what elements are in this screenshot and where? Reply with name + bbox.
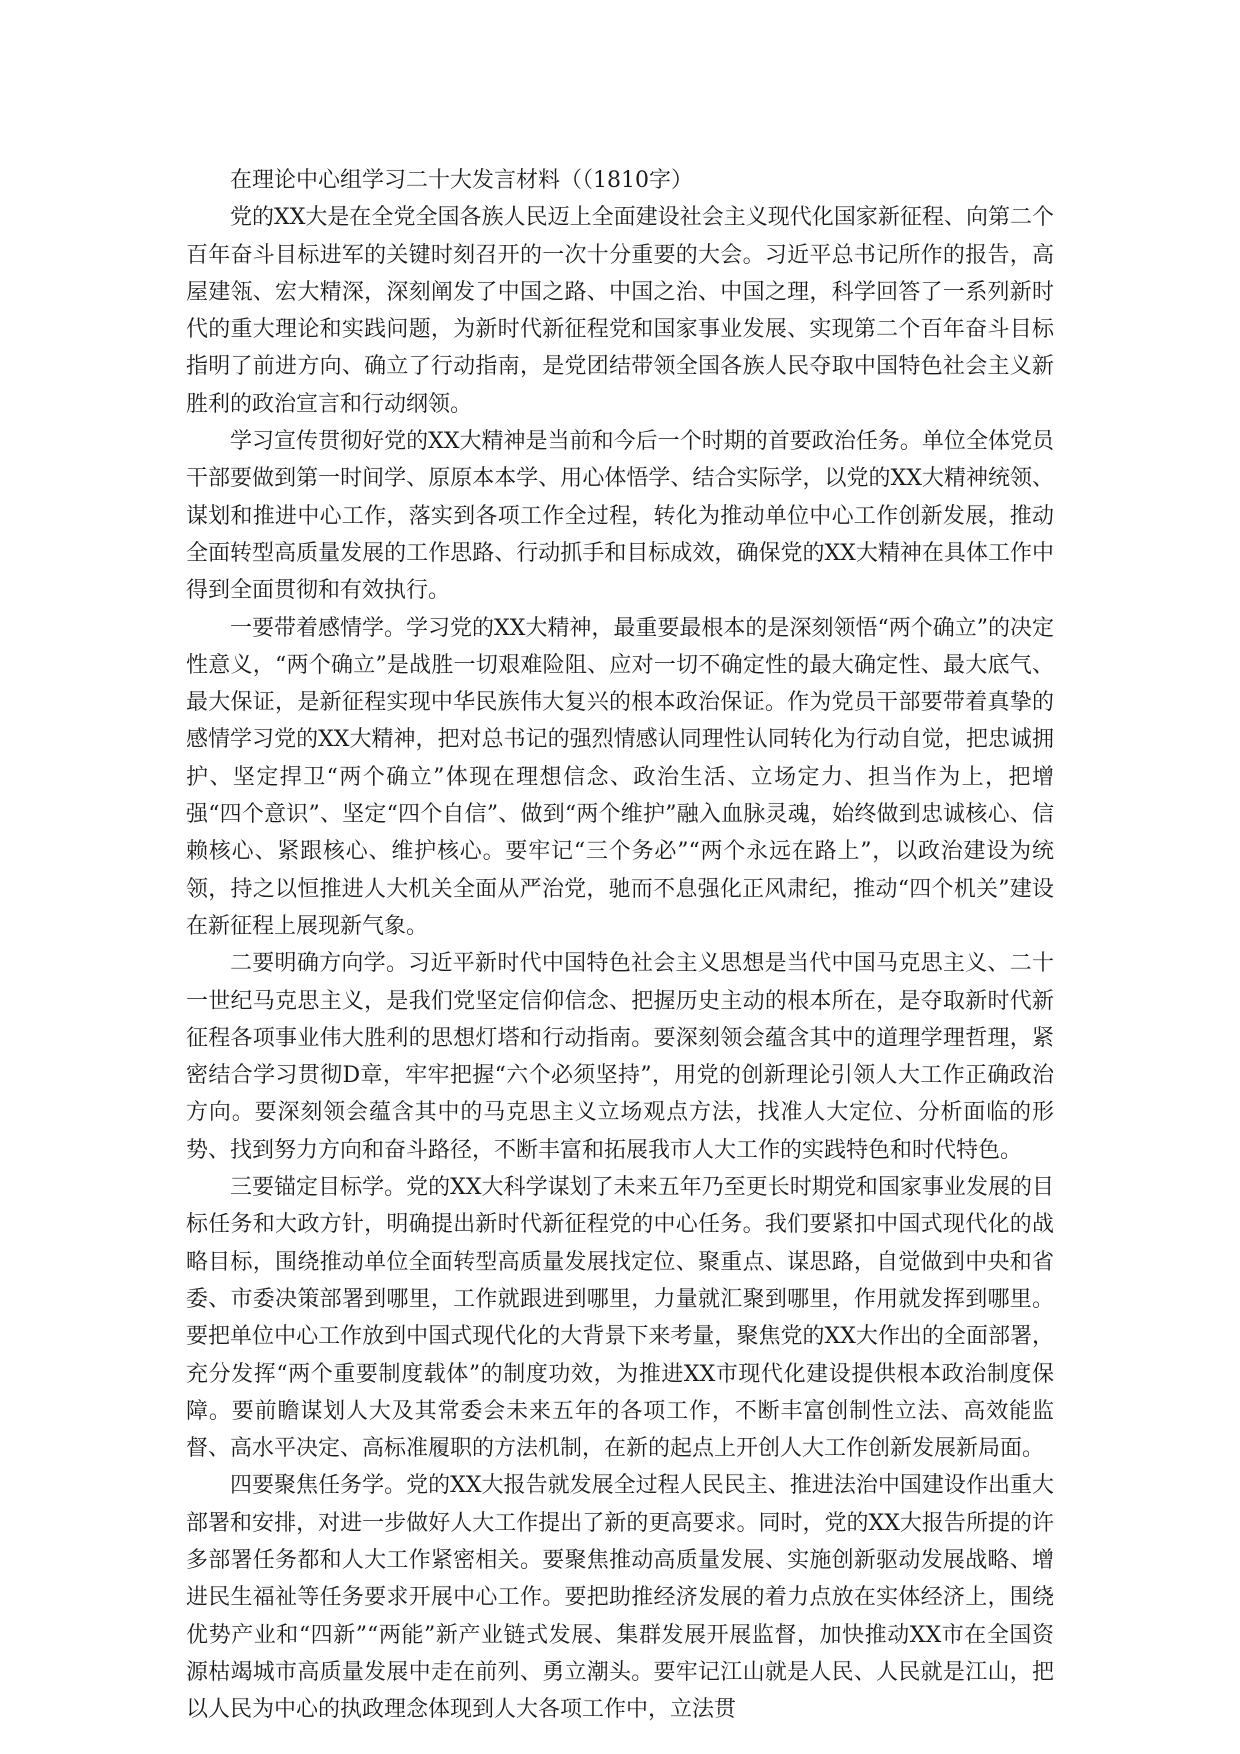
document-body [186, 162, 1054, 1728]
paragraph-intro: 党的XX大是在全党全国各族人民迈上全面建设社会主义现代化国家新征程、向第二个百年奋斗目标进军的关键时刻召开的一次十分重要的大会。习近平总书记所作的报告，高屋建瓴、宏大精深，深刻阐发了中国之路、中国之治、中国之理，科学回答了一系列新时代的重大理论和实践问题，为新时代新征程党和国家事业发展、实现第二个百年奋斗目标指明了前进方向、确立了行动指南，是党团结带领全国各族人民夺取中国特色社会主义新胜利的政治宣言和行动纲领。 [186, 205, 1054, 417]
paragraph-point-four: 四要聚焦任务学。党的XX大报告就发展全过程人民民主、推进法治中国建设作出重大部署和安排，对进一步做好人大工作提出了新的更高要求。同时，党的XX大报告所提的许多部署任务都和人大工作紧密相关。要聚焦推动高质量发展、实施创新驱动发展战略、增进民生福祉等任务要求开展中心工作。要把助推经济发展的着力点放在实体经济上，围绕优势产业和“四新”“两能”新产业链式发展、集群发展开展监督，加快推动XX市在全国资源枯竭城市高质量发展中走在前列、勇立潮头。要牢记江山就是人民、人民就是江山，把以人民为中心的执政理念体现到人大各项工作中，立法贯 [186, 1473, 1054, 1723]
document-title: 在理论中心组学习二十大发言材料（（1810字） [230, 168, 693, 193]
paragraph-task: 学习宣传贯彻好党的XX大精神是当前和今后一个时期的首要政治任务。单位全体党员干部要做到第一时间学、原原本本学、用心体悟学、结合实际学，以党的XX大精神统领、谋划和推进中心工作，落实到各项工作全过程，转化为推动单位中心工作创新发展，推动全面转型高质量发展的工作思路、行动抓手和目标成效，确保党的XX大精神在具体工作中得到全面贯彻和有效执行。 [186, 429, 1054, 604]
paragraph-point-three: 三要锚定目标学。党的XX大科学谋划了未来五年乃至更长时期党和国家事业发展的目标任务和大政方针，明确提出新时代新征程党的中心任务。我们要紧扣中国式现代化的战略目标，围绕推动单位全面转型高质量发展找定位、聚重点、谋思路，自觉做到中央和省委、市委决策部署到哪里，工作就跟进到哪里，力量就汇聚到哪里，作用就发挥到哪里。要把单位中心工作放到中国式现代化的大背景下来考量，聚焦党的XX大作出的全面部署，充分发挥“两个重要制度载体”的制度功效，为推进XX市现代化建设提供根本政治制度保障。要前瞻谋划人大及其常委会未来五年的各项工作，不断丰富创制性立法、高效能监督、高水平决定、高标准履职的方法机制，在新的起点上开创人大工作创新发展新局面。 [186, 1175, 1054, 1462]
paragraph-point-two: 二要明确方向学。习近平新时代中国特色社会主义思想是当代中国马克思主义、二十一世纪马克思主义，是我们党坚定信仰信念、把握历史主动的根本所在，是夺取新时代新征程各项事业伟大胜利的思想灯塔和行动指南。要深刻领会蕴含其中的道理学理哲理，紧密结合学习贯彻D章，牢牢把握“六个必须坚持”，用党的创新理论引领人大工作正确政治方向。要深刻领会蕴含其中的马克思主义立场观点方法，找准人大定位、分析面临的形势、找到努力方向和奋斗路径，不断丰富和拓展我市人大工作的实践特色和时代特色。 [186, 951, 1054, 1163]
paragraph-point-one: 一要带着感情学。学习党的XX大精神，最重要最根本的是深刻领悟“两个确立”的决定性意义，“两个确立”是战胜一切艰难险阻、应对一切不确定性的最大确定性、最大底气、最大保证，是新征程实现中华民族伟大复兴的根本政治保证。作为党员干部要带着真挚的感情学习党的XX大精神，把对总书记的强烈情感认同理性认同转化为行动自觉，把忠诚拥护、坚定捍卫“两个确立”体现在理想信念、政治生活、立场定力、担当作为上，把增强“四个意识”、坚定“四个自信”、做到“两个维护”融入血脉灵魂，始终做到忠诚核心、信赖核心、紧跟核心、维护核心。要牢记“三个务必”“两个永远在路上”，以政治建设为统领，持之以恒推进人大机关全面从严治党，驰而不息强化正风肃纪，推动“四个机关”建设在新征程上展现新气象。 [186, 615, 1054, 939]
